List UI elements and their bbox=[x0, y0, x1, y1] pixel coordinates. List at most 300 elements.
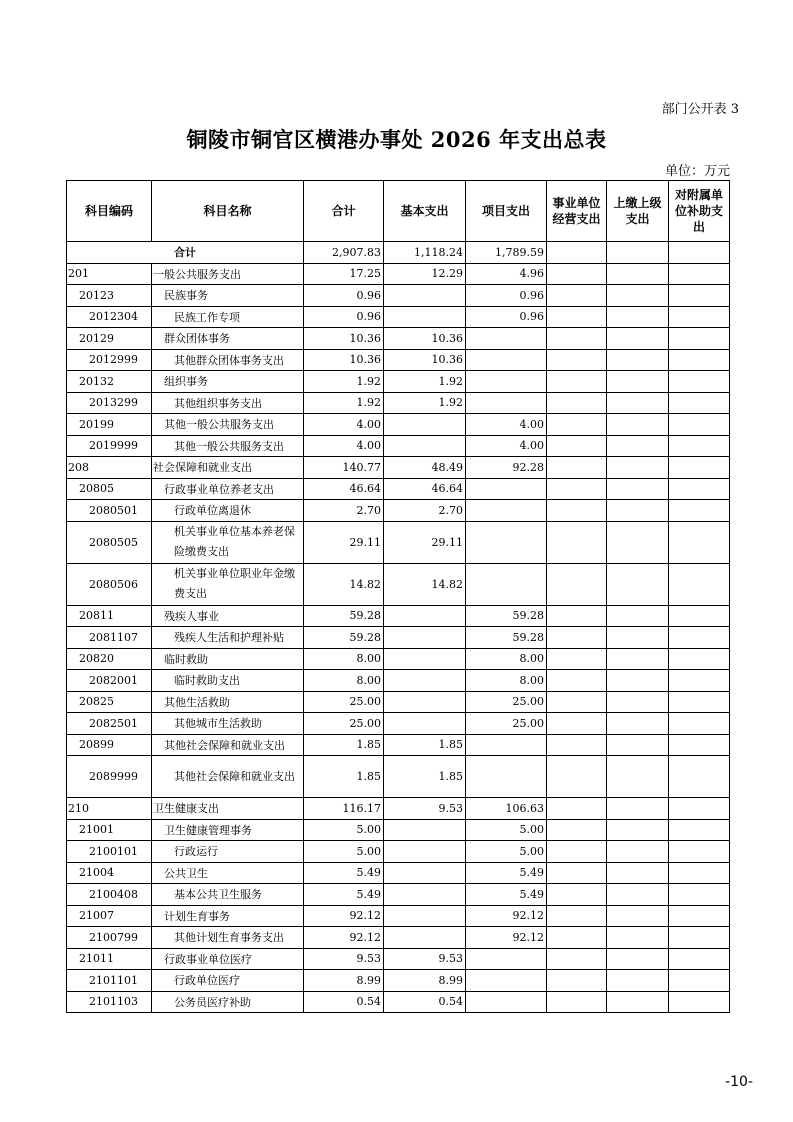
cell-business bbox=[547, 884, 607, 906]
cell-upper bbox=[607, 563, 669, 605]
cell-business bbox=[547, 927, 607, 949]
cell-upper bbox=[607, 691, 669, 713]
cell-name: 公共卫生 bbox=[152, 862, 304, 884]
cell-business bbox=[547, 371, 607, 393]
cell-project: 25.00 bbox=[466, 713, 547, 735]
cell-name: 其他社会保障和就业支出 bbox=[152, 734, 304, 756]
header-basic: 基本支出 bbox=[384, 181, 466, 242]
cell-name: 一般公共服务支出 bbox=[152, 263, 304, 285]
cell-business bbox=[547, 627, 607, 649]
table-row bbox=[67, 605, 730, 627]
cell-project: 59.28 bbox=[466, 627, 547, 649]
header-subsidy: 对附属单位补助支出 bbox=[669, 181, 730, 242]
cell-name: 其他群众团体事务支出 bbox=[152, 349, 304, 371]
cell-basic bbox=[384, 927, 466, 949]
cell-total: 9.53 bbox=[304, 948, 384, 970]
cell-code: 208 bbox=[67, 457, 152, 479]
cell-upper bbox=[607, 948, 669, 970]
cell-total: 29.11 bbox=[304, 521, 384, 563]
table-header-row bbox=[67, 181, 730, 242]
cell-subsidy bbox=[669, 521, 730, 563]
cell-business bbox=[547, 605, 607, 627]
cell-basic: 1.85 bbox=[384, 734, 466, 756]
total-project: 1,789.59 bbox=[466, 242, 547, 264]
cell-name: 组织事务 bbox=[152, 371, 304, 393]
cell-business bbox=[547, 734, 607, 756]
cell-project: 92.28 bbox=[466, 457, 547, 479]
cell-name: 其他一般公共服务支出 bbox=[152, 435, 304, 457]
cell-name: 社会保障和就业支出 bbox=[152, 457, 304, 479]
cell-project bbox=[466, 756, 547, 798]
cell-code: 20123 bbox=[67, 285, 152, 307]
table-row bbox=[67, 306, 730, 328]
header-total: 合计 bbox=[304, 181, 384, 242]
cell-upper bbox=[607, 435, 669, 457]
cell-project bbox=[466, 970, 547, 992]
cell-project: 5.00 bbox=[466, 819, 547, 841]
table-row bbox=[67, 905, 730, 927]
total-basic: 1,118.24 bbox=[384, 242, 466, 264]
cell-project bbox=[466, 734, 547, 756]
cell-total: 5.49 bbox=[304, 884, 384, 906]
table-row bbox=[67, 756, 730, 798]
cell-total: 92.12 bbox=[304, 905, 384, 927]
table-row bbox=[67, 435, 730, 457]
table-row bbox=[67, 349, 730, 371]
cell-total: 25.00 bbox=[304, 713, 384, 735]
cell-total: 1.92 bbox=[304, 371, 384, 393]
cell-business bbox=[547, 841, 607, 863]
cell-project: 25.00 bbox=[466, 691, 547, 713]
cell-basic: 48.49 bbox=[384, 457, 466, 479]
cell-subsidy bbox=[669, 457, 730, 479]
header-code: 科目编码 bbox=[67, 181, 152, 242]
cell-name: 计划生育事务 bbox=[152, 905, 304, 927]
table-row bbox=[67, 691, 730, 713]
cell-business bbox=[547, 285, 607, 307]
cell-subsidy bbox=[669, 819, 730, 841]
cell-basic bbox=[384, 435, 466, 457]
cell-code: 2013299 bbox=[67, 392, 152, 414]
total-subsidy bbox=[669, 242, 730, 264]
cell-code: 20811 bbox=[67, 605, 152, 627]
cell-name: 其他一般公共服务支出 bbox=[152, 414, 304, 436]
cell-subsidy bbox=[669, 734, 730, 756]
table-row bbox=[67, 841, 730, 863]
cell-name: 行政运行 bbox=[152, 841, 304, 863]
cell-business bbox=[547, 691, 607, 713]
cell-code: 210 bbox=[67, 798, 152, 820]
cell-total: 8.99 bbox=[304, 970, 384, 992]
cell-name: 机关事业单位职业年金缴费支出 bbox=[152, 563, 304, 605]
cell-name: 其他组织事务支出 bbox=[152, 392, 304, 414]
cell-total: 14.82 bbox=[304, 563, 384, 605]
cell-subsidy bbox=[669, 648, 730, 670]
cell-total: 10.36 bbox=[304, 349, 384, 371]
cell-business bbox=[547, 328, 607, 350]
cell-name: 机关事业单位基本养老保险缴费支出 bbox=[152, 521, 304, 563]
cell-upper bbox=[607, 349, 669, 371]
total-upper bbox=[607, 242, 669, 264]
cell-business bbox=[547, 756, 607, 798]
cell-basic bbox=[384, 905, 466, 927]
page-number: -10- bbox=[725, 1074, 753, 1090]
cell-subsidy bbox=[669, 563, 730, 605]
cell-project bbox=[466, 371, 547, 393]
cell-total: 5.00 bbox=[304, 841, 384, 863]
cell-basic: 12.29 bbox=[384, 263, 466, 285]
cell-upper bbox=[607, 648, 669, 670]
cell-upper bbox=[607, 927, 669, 949]
table-row bbox=[67, 991, 730, 1013]
cell-name: 残疾人生活和护理补贴 bbox=[152, 627, 304, 649]
cell-code: 2100101 bbox=[67, 841, 152, 863]
cell-code: 2100408 bbox=[67, 884, 152, 906]
cell-basic bbox=[384, 306, 466, 328]
header-business: 事业单位经营支出 bbox=[547, 181, 607, 242]
cell-basic bbox=[384, 285, 466, 307]
table-row bbox=[67, 263, 730, 285]
cell-upper bbox=[607, 841, 669, 863]
cell-subsidy bbox=[669, 798, 730, 820]
form-number: 部门公开表 3 bbox=[661, 102, 739, 117]
cell-subsidy bbox=[669, 756, 730, 798]
cell-code: 20825 bbox=[67, 691, 152, 713]
cell-upper bbox=[607, 605, 669, 627]
cell-total: 8.00 bbox=[304, 648, 384, 670]
cell-name: 行政单位离退休 bbox=[152, 500, 304, 522]
total-label: 合计 bbox=[67, 242, 304, 264]
cell-subsidy bbox=[669, 500, 730, 522]
cell-code: 2082001 bbox=[67, 670, 152, 692]
cell-name: 残疾人事业 bbox=[152, 605, 304, 627]
cell-code: 2089999 bbox=[67, 756, 152, 798]
cell-total: 10.36 bbox=[304, 328, 384, 350]
cell-basic bbox=[384, 841, 466, 863]
cell-total: 25.00 bbox=[304, 691, 384, 713]
cell-name: 行政事业单位养老支出 bbox=[152, 478, 304, 500]
cell-subsidy bbox=[669, 285, 730, 307]
table-row bbox=[67, 970, 730, 992]
cell-upper bbox=[607, 862, 669, 884]
cell-basic: 9.53 bbox=[384, 948, 466, 970]
cell-code: 21007 bbox=[67, 905, 152, 927]
cell-business bbox=[547, 414, 607, 436]
total-row bbox=[67, 242, 730, 264]
total-business bbox=[547, 242, 607, 264]
cell-project: 4.00 bbox=[466, 414, 547, 436]
cell-project: 106.63 bbox=[466, 798, 547, 820]
cell-upper bbox=[607, 627, 669, 649]
table-row bbox=[67, 948, 730, 970]
cell-upper bbox=[607, 756, 669, 798]
cell-business bbox=[547, 457, 607, 479]
cell-basic bbox=[384, 648, 466, 670]
cell-total: 0.96 bbox=[304, 285, 384, 307]
table-row bbox=[67, 392, 730, 414]
expenditure-table bbox=[66, 180, 730, 1013]
cell-upper bbox=[607, 884, 669, 906]
cell-upper bbox=[607, 285, 669, 307]
cell-code: 2100799 bbox=[67, 927, 152, 949]
cell-project: 5.49 bbox=[466, 862, 547, 884]
table-row bbox=[67, 670, 730, 692]
cell-project bbox=[466, 521, 547, 563]
table-row bbox=[67, 884, 730, 906]
cell-subsidy bbox=[669, 948, 730, 970]
cell-basic: 46.64 bbox=[384, 478, 466, 500]
cell-upper bbox=[607, 991, 669, 1013]
table-row bbox=[67, 734, 730, 756]
cell-project: 4.96 bbox=[466, 263, 547, 285]
cell-name: 行政事业单位医疗 bbox=[152, 948, 304, 970]
cell-business bbox=[547, 862, 607, 884]
cell-project: 0.96 bbox=[466, 285, 547, 307]
cell-project bbox=[466, 991, 547, 1013]
cell-project bbox=[466, 948, 547, 970]
cell-code: 2080501 bbox=[67, 500, 152, 522]
cell-subsidy bbox=[669, 263, 730, 285]
header-project: 项目支出 bbox=[466, 181, 547, 242]
table-row bbox=[67, 371, 730, 393]
cell-basic bbox=[384, 862, 466, 884]
cell-business bbox=[547, 970, 607, 992]
table-row bbox=[67, 648, 730, 670]
cell-subsidy bbox=[669, 884, 730, 906]
cell-basic: 1.92 bbox=[384, 392, 466, 414]
cell-project: 4.00 bbox=[466, 435, 547, 457]
cell-code: 2080505 bbox=[67, 521, 152, 563]
cell-business bbox=[547, 948, 607, 970]
cell-subsidy bbox=[669, 713, 730, 735]
table-row bbox=[67, 500, 730, 522]
cell-project: 8.00 bbox=[466, 648, 547, 670]
cell-basic: 29.11 bbox=[384, 521, 466, 563]
cell-basic: 9.53 bbox=[384, 798, 466, 820]
cell-subsidy bbox=[669, 306, 730, 328]
cell-name: 群众团体事务 bbox=[152, 328, 304, 350]
cell-business bbox=[547, 648, 607, 670]
cell-business bbox=[547, 435, 607, 457]
cell-basic: 10.36 bbox=[384, 349, 466, 371]
page-title: 铜陵市铜官区横港办事处 2026 年支出总表 bbox=[186, 127, 607, 152]
cell-basic bbox=[384, 414, 466, 436]
cell-business bbox=[547, 563, 607, 605]
table-row bbox=[67, 862, 730, 884]
cell-basic bbox=[384, 691, 466, 713]
cell-upper bbox=[607, 970, 669, 992]
cell-total: 59.28 bbox=[304, 605, 384, 627]
cell-name: 临时救助支出 bbox=[152, 670, 304, 692]
cell-basic: 0.54 bbox=[384, 991, 466, 1013]
cell-project bbox=[466, 478, 547, 500]
cell-subsidy bbox=[669, 328, 730, 350]
cell-upper bbox=[607, 500, 669, 522]
table-row bbox=[67, 457, 730, 479]
cell-total: 59.28 bbox=[304, 627, 384, 649]
cell-subsidy bbox=[669, 927, 730, 949]
table-row bbox=[67, 328, 730, 350]
cell-upper bbox=[607, 819, 669, 841]
cell-name: 其他计划生育事务支出 bbox=[152, 927, 304, 949]
cell-subsidy bbox=[669, 435, 730, 457]
cell-code: 21004 bbox=[67, 862, 152, 884]
cell-upper bbox=[607, 670, 669, 692]
cell-business bbox=[547, 670, 607, 692]
cell-total: 0.96 bbox=[304, 306, 384, 328]
cell-code: 20199 bbox=[67, 414, 152, 436]
total-total: 2,907.83 bbox=[304, 242, 384, 264]
cell-subsidy bbox=[669, 841, 730, 863]
cell-project bbox=[466, 328, 547, 350]
cell-business bbox=[547, 991, 607, 1013]
cell-code: 20820 bbox=[67, 648, 152, 670]
cell-business bbox=[547, 521, 607, 563]
cell-code: 2081107 bbox=[67, 627, 152, 649]
cell-name: 民族工作专项 bbox=[152, 306, 304, 328]
cell-business bbox=[547, 263, 607, 285]
cell-upper bbox=[607, 371, 669, 393]
cell-business bbox=[547, 349, 607, 371]
table-row bbox=[67, 927, 730, 949]
cell-code: 21001 bbox=[67, 819, 152, 841]
table-row bbox=[67, 563, 730, 605]
cell-code: 2012999 bbox=[67, 349, 152, 371]
cell-code: 2101101 bbox=[67, 970, 152, 992]
cell-code: 201 bbox=[67, 263, 152, 285]
table-row bbox=[67, 819, 730, 841]
cell-total: 1.85 bbox=[304, 734, 384, 756]
cell-basic: 10.36 bbox=[384, 328, 466, 350]
cell-total: 17.25 bbox=[304, 263, 384, 285]
cell-subsidy bbox=[669, 862, 730, 884]
table-row bbox=[67, 798, 730, 820]
cell-subsidy bbox=[669, 670, 730, 692]
cell-name: 卫生健康支出 bbox=[152, 798, 304, 820]
cell-code: 20132 bbox=[67, 371, 152, 393]
cell-code: 2080506 bbox=[67, 563, 152, 605]
table-row bbox=[67, 627, 730, 649]
cell-upper bbox=[607, 392, 669, 414]
cell-total: 46.64 bbox=[304, 478, 384, 500]
cell-total: 1.85 bbox=[304, 756, 384, 798]
table-row bbox=[67, 478, 730, 500]
cell-code: 20129 bbox=[67, 328, 152, 350]
cell-name: 其他社会保障和就业支出 bbox=[152, 756, 304, 798]
cell-subsidy bbox=[669, 691, 730, 713]
cell-upper bbox=[607, 414, 669, 436]
cell-subsidy bbox=[669, 905, 730, 927]
cell-business bbox=[547, 905, 607, 927]
header-upper: 上缴上级支出 bbox=[607, 181, 669, 242]
cell-business bbox=[547, 819, 607, 841]
cell-code: 2101103 bbox=[67, 991, 152, 1013]
cell-upper bbox=[607, 905, 669, 927]
cell-business bbox=[547, 478, 607, 500]
table-row bbox=[67, 285, 730, 307]
cell-code: 2082501 bbox=[67, 713, 152, 735]
cell-total: 4.00 bbox=[304, 414, 384, 436]
cell-code: 21011 bbox=[67, 948, 152, 970]
cell-name: 临时救助 bbox=[152, 648, 304, 670]
cell-basic: 8.99 bbox=[384, 970, 466, 992]
cell-business bbox=[547, 306, 607, 328]
cell-code: 20899 bbox=[67, 734, 152, 756]
table-row bbox=[67, 414, 730, 436]
cell-upper bbox=[607, 713, 669, 735]
cell-name: 行政单位医疗 bbox=[152, 970, 304, 992]
cell-upper bbox=[607, 734, 669, 756]
cell-basic bbox=[384, 670, 466, 692]
cell-project bbox=[466, 349, 547, 371]
cell-name: 其他城市生活救助 bbox=[152, 713, 304, 735]
table-row bbox=[67, 521, 730, 563]
cell-basic: 1.85 bbox=[384, 756, 466, 798]
cell-subsidy bbox=[669, 478, 730, 500]
cell-upper bbox=[607, 306, 669, 328]
cell-code: 2012304 bbox=[67, 306, 152, 328]
cell-name: 其他生活救助 bbox=[152, 691, 304, 713]
cell-project: 59.28 bbox=[466, 605, 547, 627]
cell-total: 2.70 bbox=[304, 500, 384, 522]
cell-name: 卫生健康管理事务 bbox=[152, 819, 304, 841]
cell-subsidy bbox=[669, 627, 730, 649]
cell-name: 基本公共卫生服务 bbox=[152, 884, 304, 906]
cell-name: 公务员医疗补助 bbox=[152, 991, 304, 1013]
cell-upper bbox=[607, 328, 669, 350]
cell-basic bbox=[384, 627, 466, 649]
cell-basic: 1.92 bbox=[384, 371, 466, 393]
cell-project: 92.12 bbox=[466, 905, 547, 927]
cell-business bbox=[547, 713, 607, 735]
cell-project: 8.00 bbox=[466, 670, 547, 692]
cell-subsidy bbox=[669, 991, 730, 1013]
cell-business bbox=[547, 500, 607, 522]
cell-upper bbox=[607, 263, 669, 285]
cell-basic: 2.70 bbox=[384, 500, 466, 522]
cell-subsidy bbox=[669, 349, 730, 371]
header-name: 科目名称 bbox=[152, 181, 304, 242]
cell-total: 92.12 bbox=[304, 927, 384, 949]
table-row bbox=[67, 713, 730, 735]
cell-total: 1.92 bbox=[304, 392, 384, 414]
cell-subsidy bbox=[669, 970, 730, 992]
cell-project: 5.00 bbox=[466, 841, 547, 863]
cell-total: 116.17 bbox=[304, 798, 384, 820]
cell-total: 140.77 bbox=[304, 457, 384, 479]
cell-subsidy bbox=[669, 414, 730, 436]
cell-basic bbox=[384, 605, 466, 627]
cell-basic bbox=[384, 819, 466, 841]
cell-code: 2019999 bbox=[67, 435, 152, 457]
cell-project bbox=[466, 500, 547, 522]
cell-subsidy bbox=[669, 371, 730, 393]
cell-total: 4.00 bbox=[304, 435, 384, 457]
cell-upper bbox=[607, 457, 669, 479]
unit-label: 单位：万元 bbox=[664, 164, 730, 179]
cell-total: 0.54 bbox=[304, 991, 384, 1013]
cell-project bbox=[466, 392, 547, 414]
cell-code: 20805 bbox=[67, 478, 152, 500]
cell-upper bbox=[607, 478, 669, 500]
cell-subsidy bbox=[669, 392, 730, 414]
cell-upper bbox=[607, 798, 669, 820]
cell-basic: 14.82 bbox=[384, 563, 466, 605]
cell-basic bbox=[384, 884, 466, 906]
cell-name: 民族事务 bbox=[152, 285, 304, 307]
cell-total: 5.49 bbox=[304, 862, 384, 884]
cell-project: 0.96 bbox=[466, 306, 547, 328]
